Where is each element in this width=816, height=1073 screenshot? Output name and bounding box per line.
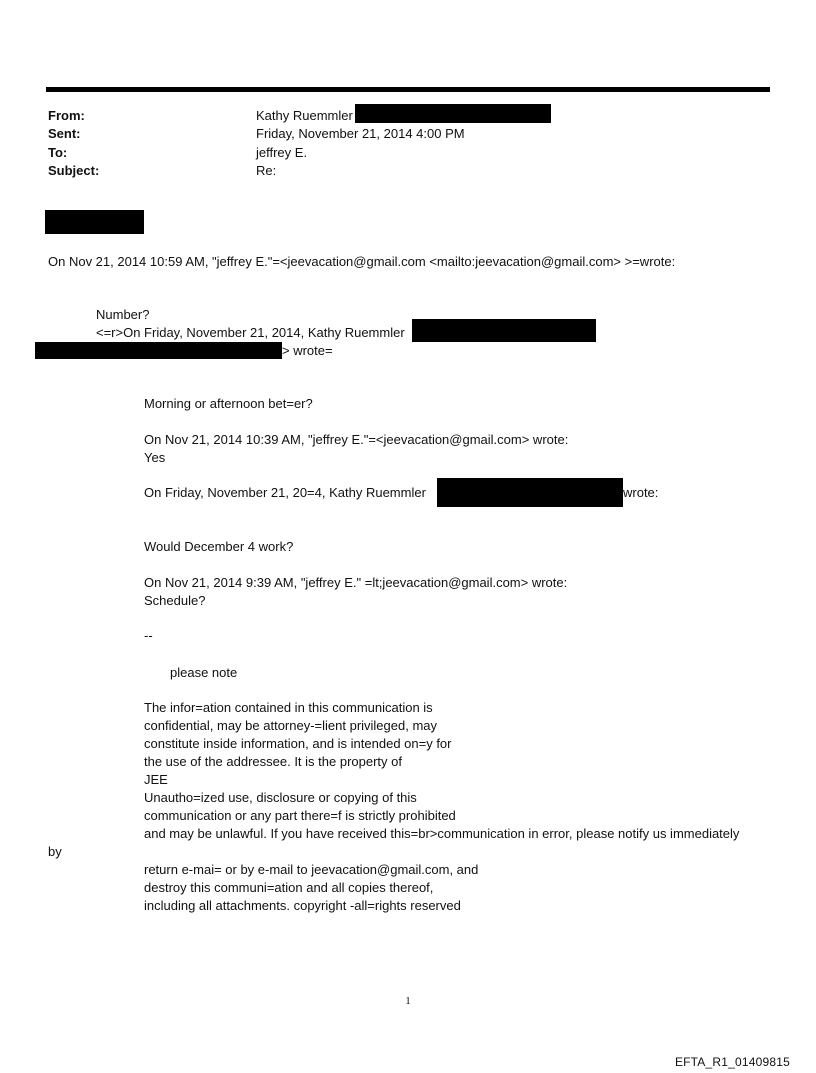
disclaimer-line: the use of the addressee. It is the property of (144, 754, 402, 769)
page-number: 1 (405, 995, 411, 1007)
quoted-header-wrote: wrote: (623, 485, 659, 500)
signature-separator: -- (144, 628, 153, 643)
disclaimer-line: JEE (144, 772, 168, 787)
number-question: Number? (96, 307, 150, 322)
disclaimer-line: confidential, may be attorney-=lient privileged, may (144, 718, 438, 733)
schedule-line: Schedule? (144, 593, 206, 608)
quoted-header-line: <=r>On Friday, November 21, 2014, Kathy Ruemmler (96, 325, 405, 340)
to-label: To: (48, 145, 68, 160)
december-line: Would December 4 work? (144, 539, 294, 554)
disclaimer-line: The infor=ation contained in this communication is (144, 700, 433, 715)
sent-label: Sent: (48, 126, 81, 141)
header-rule (46, 87, 770, 92)
disclaimer-line: return e-mai= or by e-mail to jeevacation@gmail.com, and (144, 862, 479, 877)
please-note-line: please note (170, 665, 238, 680)
disclaimer-line: Unautho=ized use, disclosure or copying of this (144, 790, 417, 805)
disclaimer-line: communication or any part there=f is strictly prohibited (144, 808, 456, 823)
to-value: jeffrey E. (256, 145, 308, 160)
redaction-bar (35, 342, 282, 359)
quoted-header-wrote: > wrote= (282, 343, 333, 358)
subject-label: Subject: (48, 163, 100, 178)
quoted-header-line: On Nov 21, 2014 9:39 AM, "jeffrey E." =lt;jeevacation@gmail.com> wrote: (144, 575, 568, 590)
quoted-header-line: On Nov 21, 2014 10:39 AM, "jeffrey E."=<jeevacation@gmail.com> wrote: (144, 432, 569, 447)
redaction-bar (437, 478, 623, 507)
disclaimer-line: destroy this communi=ation and all copies thereof, (144, 880, 434, 895)
disclaimer-wrap-word: by (48, 844, 62, 859)
quote-intro-line: On Nov 21, 2014 10:59 AM, "jeffrey E."=<jeevacation@gmail.com <mailto:jeevacation@gmail.com> >=wrote: (48, 254, 676, 269)
redaction-bar (45, 210, 144, 234)
from-label: From: (48, 108, 85, 123)
redaction-bar (412, 319, 596, 342)
yes-line: Yes (144, 450, 166, 465)
morning-afternoon-line: Morning or afternoon bet=er? (144, 396, 313, 411)
quoted-header-line: On Friday, November 21, 20=4, Kathy Ruemmler (144, 485, 426, 500)
disclaimer-line: constitute inside information, and is intended on=y for (144, 736, 452, 751)
document-id: EFTA_R1_01409815 (674, 1055, 790, 1069)
redaction-bar (355, 104, 551, 123)
sent-value: Friday, November 21, 2014 4:00 PM (256, 126, 465, 141)
disclaimer-line: including all attachments. copyright -all=rights reserved (144, 898, 461, 913)
subject-value: Re: (256, 163, 277, 178)
from-value: Kathy Ruemmler (256, 108, 353, 123)
disclaimer-line: and may be unlawful. If you have received this=br>communication in error, please notify us immediately (144, 826, 740, 841)
